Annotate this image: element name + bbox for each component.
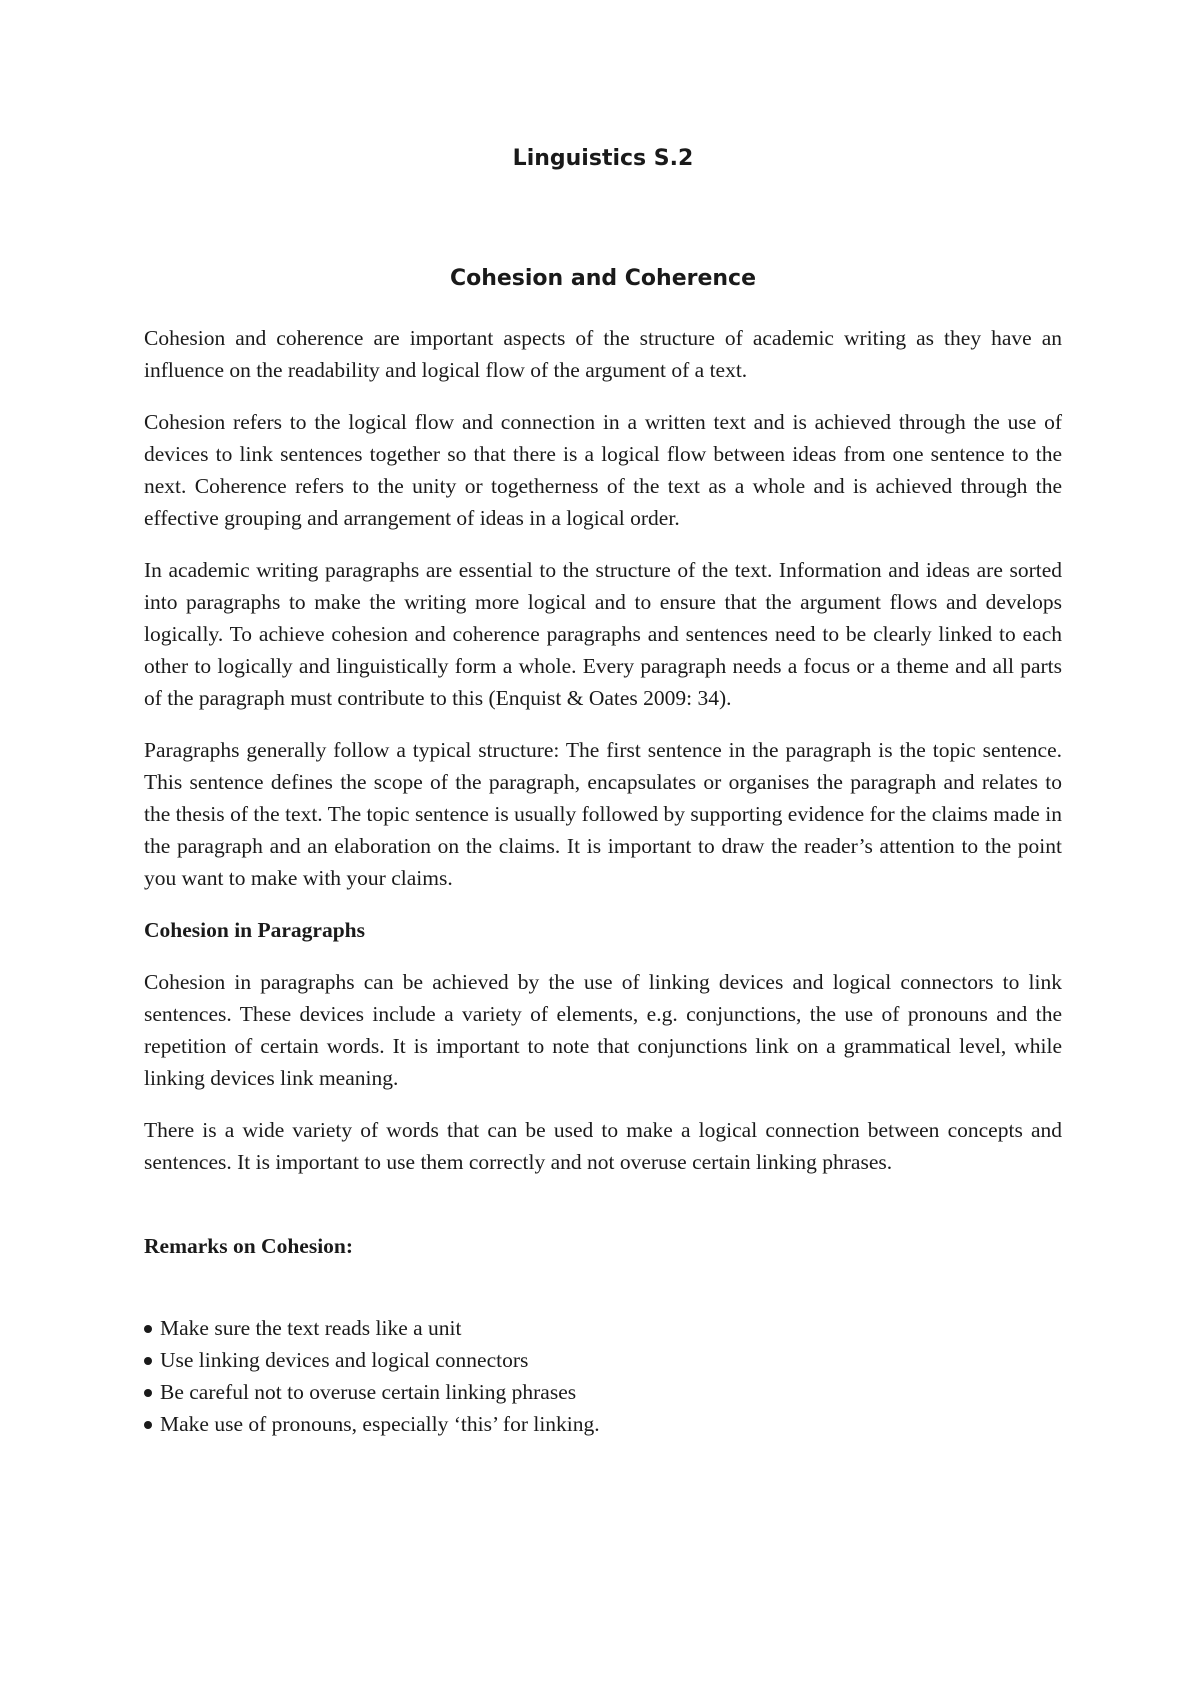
remarks-heading: Remarks on Cohesion: xyxy=(144,1234,354,1258)
list-item xyxy=(144,1344,1062,1376)
list-item xyxy=(144,1408,1062,1440)
paragraph-intro-4: Paragraphs generally follow a typical structure: The first sentence in the paragraph is the topic sentence. This sentence defines the scope of the paragraph, encapsulates or organises the paragraph and relates to the thesis of the text. The topic sentence is usually followed by supporting evidence for the claims made in the paragraph and an elaboration on the claims. It is important to draw the reader’s attention to the point you want to make with your claims. xyxy=(144,738,1062,890)
list-item-text: Make use of pronouns, especially ‘this’ for linking. xyxy=(160,1412,600,1436)
bullet-icon xyxy=(144,1357,152,1365)
list-item-text: Use linking devices and logical connectors xyxy=(160,1348,529,1372)
paragraph-section-2: There is a wide variety of words that can be used to make a logical connection between concepts and sentences. It is important to use them correctly and not overuse certain linking phrases. xyxy=(144,1118,1062,1174)
bullet-icon xyxy=(144,1325,152,1333)
list-item-text: Make sure the text reads like a unit xyxy=(160,1316,462,1340)
remarks-list xyxy=(144,1312,1062,1440)
bullet-icon xyxy=(144,1389,152,1397)
list-item xyxy=(144,1376,1062,1408)
document-title: Linguistics S.2 xyxy=(512,146,694,171)
list-item xyxy=(144,1312,1062,1344)
bullet-icon xyxy=(144,1421,152,1429)
paragraph-intro-3: In academic writing paragraphs are essential to the structure of the text. Information and ideas are sorted into paragraphs to make the writing more logical and to ensure that the argument flows and develops logically. To achieve cohesion and coherence paragraphs and sentences need to be clearly linked to each other to logically and linguistically form a whole. Every paragraph needs a focus or a theme and all parts of the paragraph must contribute to this (Enquist & Oates 2009: 34). xyxy=(144,558,1062,710)
section-heading: Cohesion in Paragraphs xyxy=(144,918,366,942)
paragraph-section-1: Cohesion in paragraphs can be achieved by the use of linking devices and logical connectors to link sentences. These devices include a variety of elements, e.g. conjunctions, the use of pronouns and the repetition of certain words. It is important to note that conjunctions link on a grammatical level, while linking devices link meaning. xyxy=(144,970,1062,1090)
paragraph-intro-2: Cohesion refers to the logical flow and connection in a written text and is achieved through the use of devices to link sentences together so that there is a logical flow between ideas from one sentence to the next. Coherence refers to the unity or togetherness of the text as a whole and is achieved through the effective grouping and arrangement of ideas in a logical order. xyxy=(144,410,1062,530)
paragraph-intro-1: Cohesion and coherence are important aspects of the structure of academic writing as they have an influence on the readability and logical flow of the argument of a text. xyxy=(144,326,1062,382)
list-item-text: Be careful not to overuse certain linking phrases xyxy=(160,1380,577,1404)
document-subtitle: Cohesion and Coherence xyxy=(449,266,757,291)
document-body xyxy=(144,322,1062,1440)
